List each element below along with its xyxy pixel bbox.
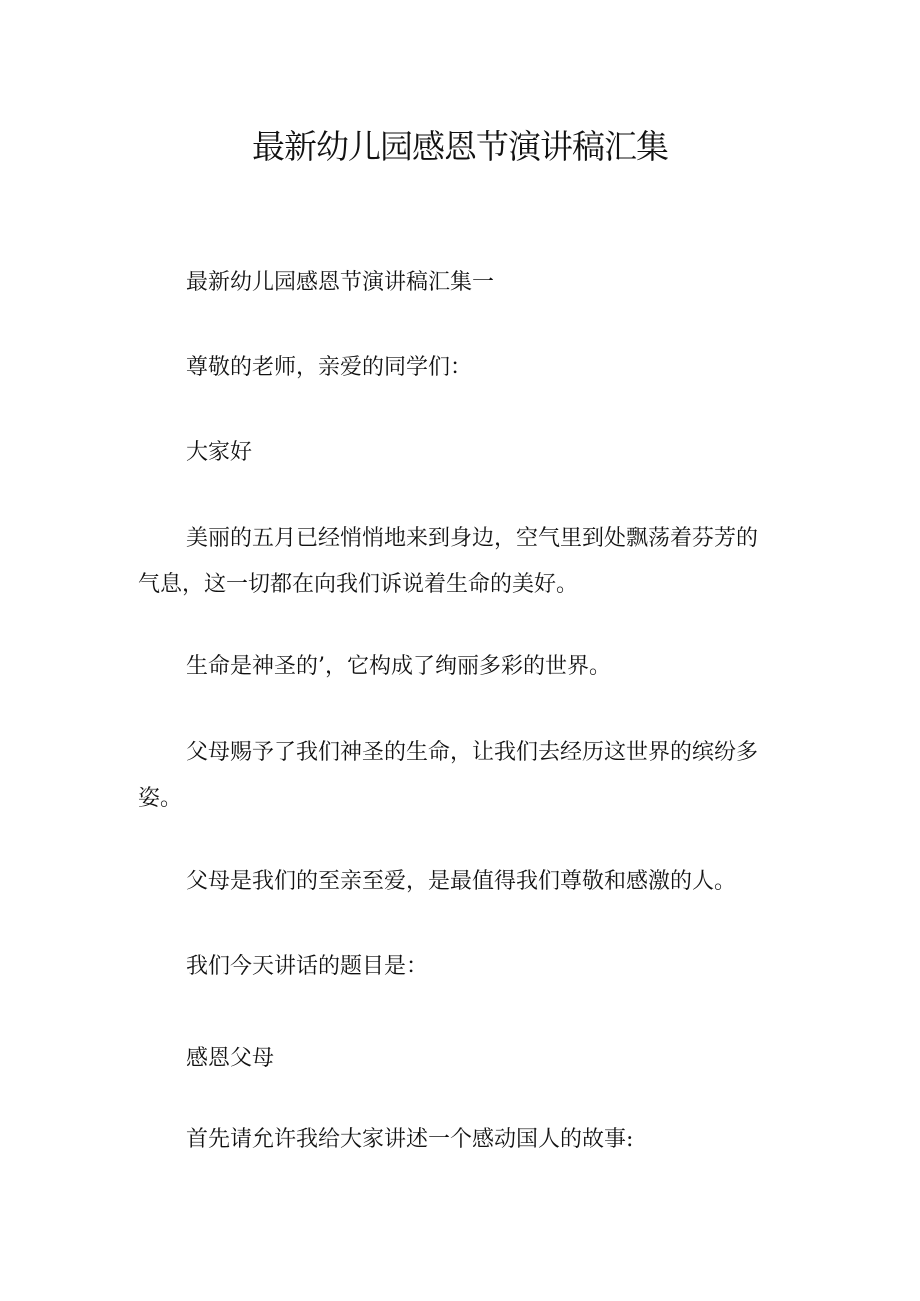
paragraph-life: 生命是神圣的’，它构成了绚丽多彩的世界。 bbox=[186, 654, 611, 679]
paragraph-parents-love: 父母是我们的至亲至爱，是最值得我们尊敬和感激的人。 bbox=[186, 869, 737, 894]
salutation: 尊敬的老师，亲爱的同学们： bbox=[186, 355, 473, 380]
document-title: 最新幼儿园感恩节演讲稿汇集 bbox=[252, 127, 668, 166]
greeting: 大家好 bbox=[186, 440, 253, 465]
paragraph-parents-gift: 父母赐予了我们神圣的生命，让我们去经历这世界的缤纷多姿。 bbox=[138, 740, 759, 811]
speech-topic: 感恩父母 bbox=[186, 1046, 275, 1071]
paragraph-story-intro: 首先请允许我给大家讲述一个感动国人的故事: bbox=[186, 1127, 634, 1152]
paragraph-may: 美丽的五月已经悄悄地来到身边，空气里到处飘荡着芬芳的气息，这一切都在向我们诉说着生命的美好。 bbox=[138, 526, 759, 597]
section-heading: 最新幼儿园感恩节演讲稿汇集一 bbox=[186, 270, 495, 295]
paragraph-topic-intro: 我们今天讲话的题目是： bbox=[186, 954, 429, 979]
